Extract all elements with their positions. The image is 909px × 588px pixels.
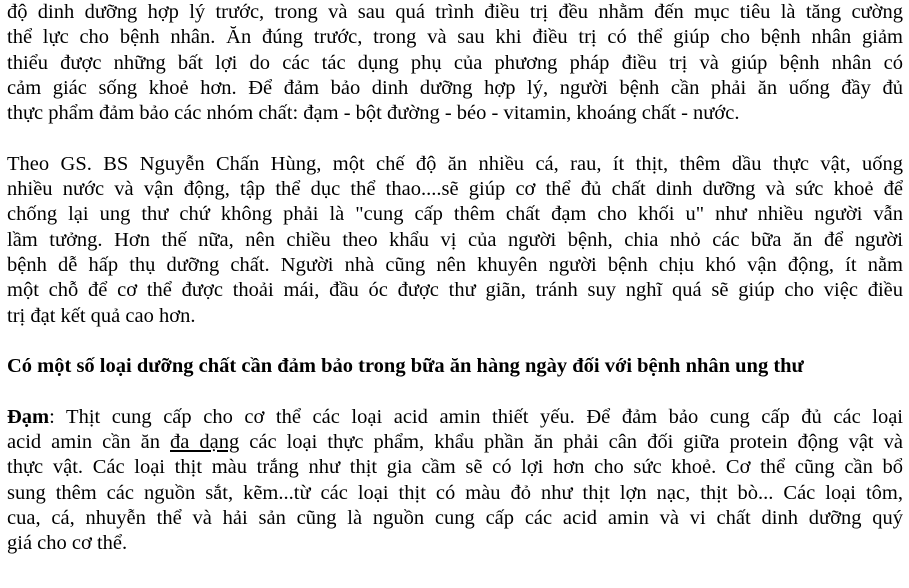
text-line: trị đạt kết quả cao hơn. (7, 304, 196, 327)
text-line: sung thêm các nguồn sắt, kẽm...từ các loại thịt có màu đỏ như thịt lợn nạc, thịt bò... Các loại tôm, (7, 481, 903, 504)
text-line: lầm tưởng. Hơn thế nữa, nên chiều theo khẩu vị của người bệnh, chia nhỏ các bữa ăn để người (7, 228, 903, 251)
text-line: Theo GS. BS Nguyễn Chấn Hùng, một chế độ ăn nhiều cá, rau, ít thịt, thêm dầu thực vật, uống (7, 152, 903, 175)
text-line: thực phẩm đảm bảo các nhóm chất: đạm - bột đường - béo - vitamin, khoáng chất - nước. (7, 102, 740, 125)
text-line: nhiều nước và vận động, tập thể dục thể thao....sẽ giúp cơ thể đủ chất dinh dưỡng và sức khoẻ để (7, 178, 903, 201)
paragraph-spacer (7, 126, 903, 151)
text-line: bệnh dễ hấp thụ dưỡng chất. Người nhà cũng nên khuyên người bệnh chịu khó vận động, ít nằm (7, 253, 903, 276)
text-line: độ dinh dưỡng hợp lý trước, trong và sau quá trình điều trị đều nhằm đến mục tiêu là tăng cường (7, 1, 903, 23)
paragraph-protein (7, 405, 903, 557)
paragraph-spacer (7, 329, 903, 354)
text-line: giá cho cơ thể. (7, 532, 128, 555)
text-run: : Thịt cung cấp cho cơ thể các loại acid amin thiết yếu. Để đảm bảo cung cấp đủ các loại (49, 405, 903, 428)
paragraph-spacer (7, 379, 903, 404)
term-protein: Đạm (7, 405, 50, 428)
text-run: acid amin cần ăn (7, 431, 171, 454)
text-line: chống lại ung thư chứ không phải là "cung cấp thêm chất đạm cho khối u" như nhiều người vẫn (7, 203, 903, 226)
text-line: một chỗ để cơ thể được thoải mái, đầu óc được thư giãn, tránh suy nghĩ quá sẽ giúp cho việc điều (7, 279, 903, 302)
section-heading: Có một số loại dưỡng chất cần đảm bảo trong bữa ăn hàng ngày đối với bệnh nhân ung thư (7, 355, 804, 378)
text-line: thể lực cho bệnh nhân. Ăn đúng trước, trong và sau khi điều trị có thể giúp cho bệnh nhân giảm (7, 26, 903, 49)
text-line: thiểu được những bất lợi do các tác dụng phụ của phương pháp điều trị và giúp bệnh nhân có (7, 51, 903, 74)
text-run: các loại thực phẩm, khẩu phần ăn phải cân đối giữa protein động vật và (239, 431, 903, 454)
text-line: cua, cá, nhuyễn thể và hải sản cũng là nguồn cung cấp các acid amin và vi chất dinh dưỡng quý (7, 506, 903, 529)
text-line (7, 405, 903, 430)
text-line (7, 430, 903, 455)
underlined-phrase: đa dạng (170, 431, 240, 454)
paragraph-expert-advice (7, 152, 903, 329)
article-text (7, 0, 903, 557)
text-line: cảm giác sống khoẻ hơn. Để đảm bảo dinh dưỡng hợp lý, người bệnh cần phải ăn uống đầy đủ (7, 76, 903, 99)
paragraph-nutrition-intro (7, 0, 903, 126)
text-line: thực vật. Các loại thịt màu trắng như thịt gia cầm sẽ có lợi hơn cho sức khoẻ. Cơ thể cũng cần bổ (7, 456, 903, 479)
